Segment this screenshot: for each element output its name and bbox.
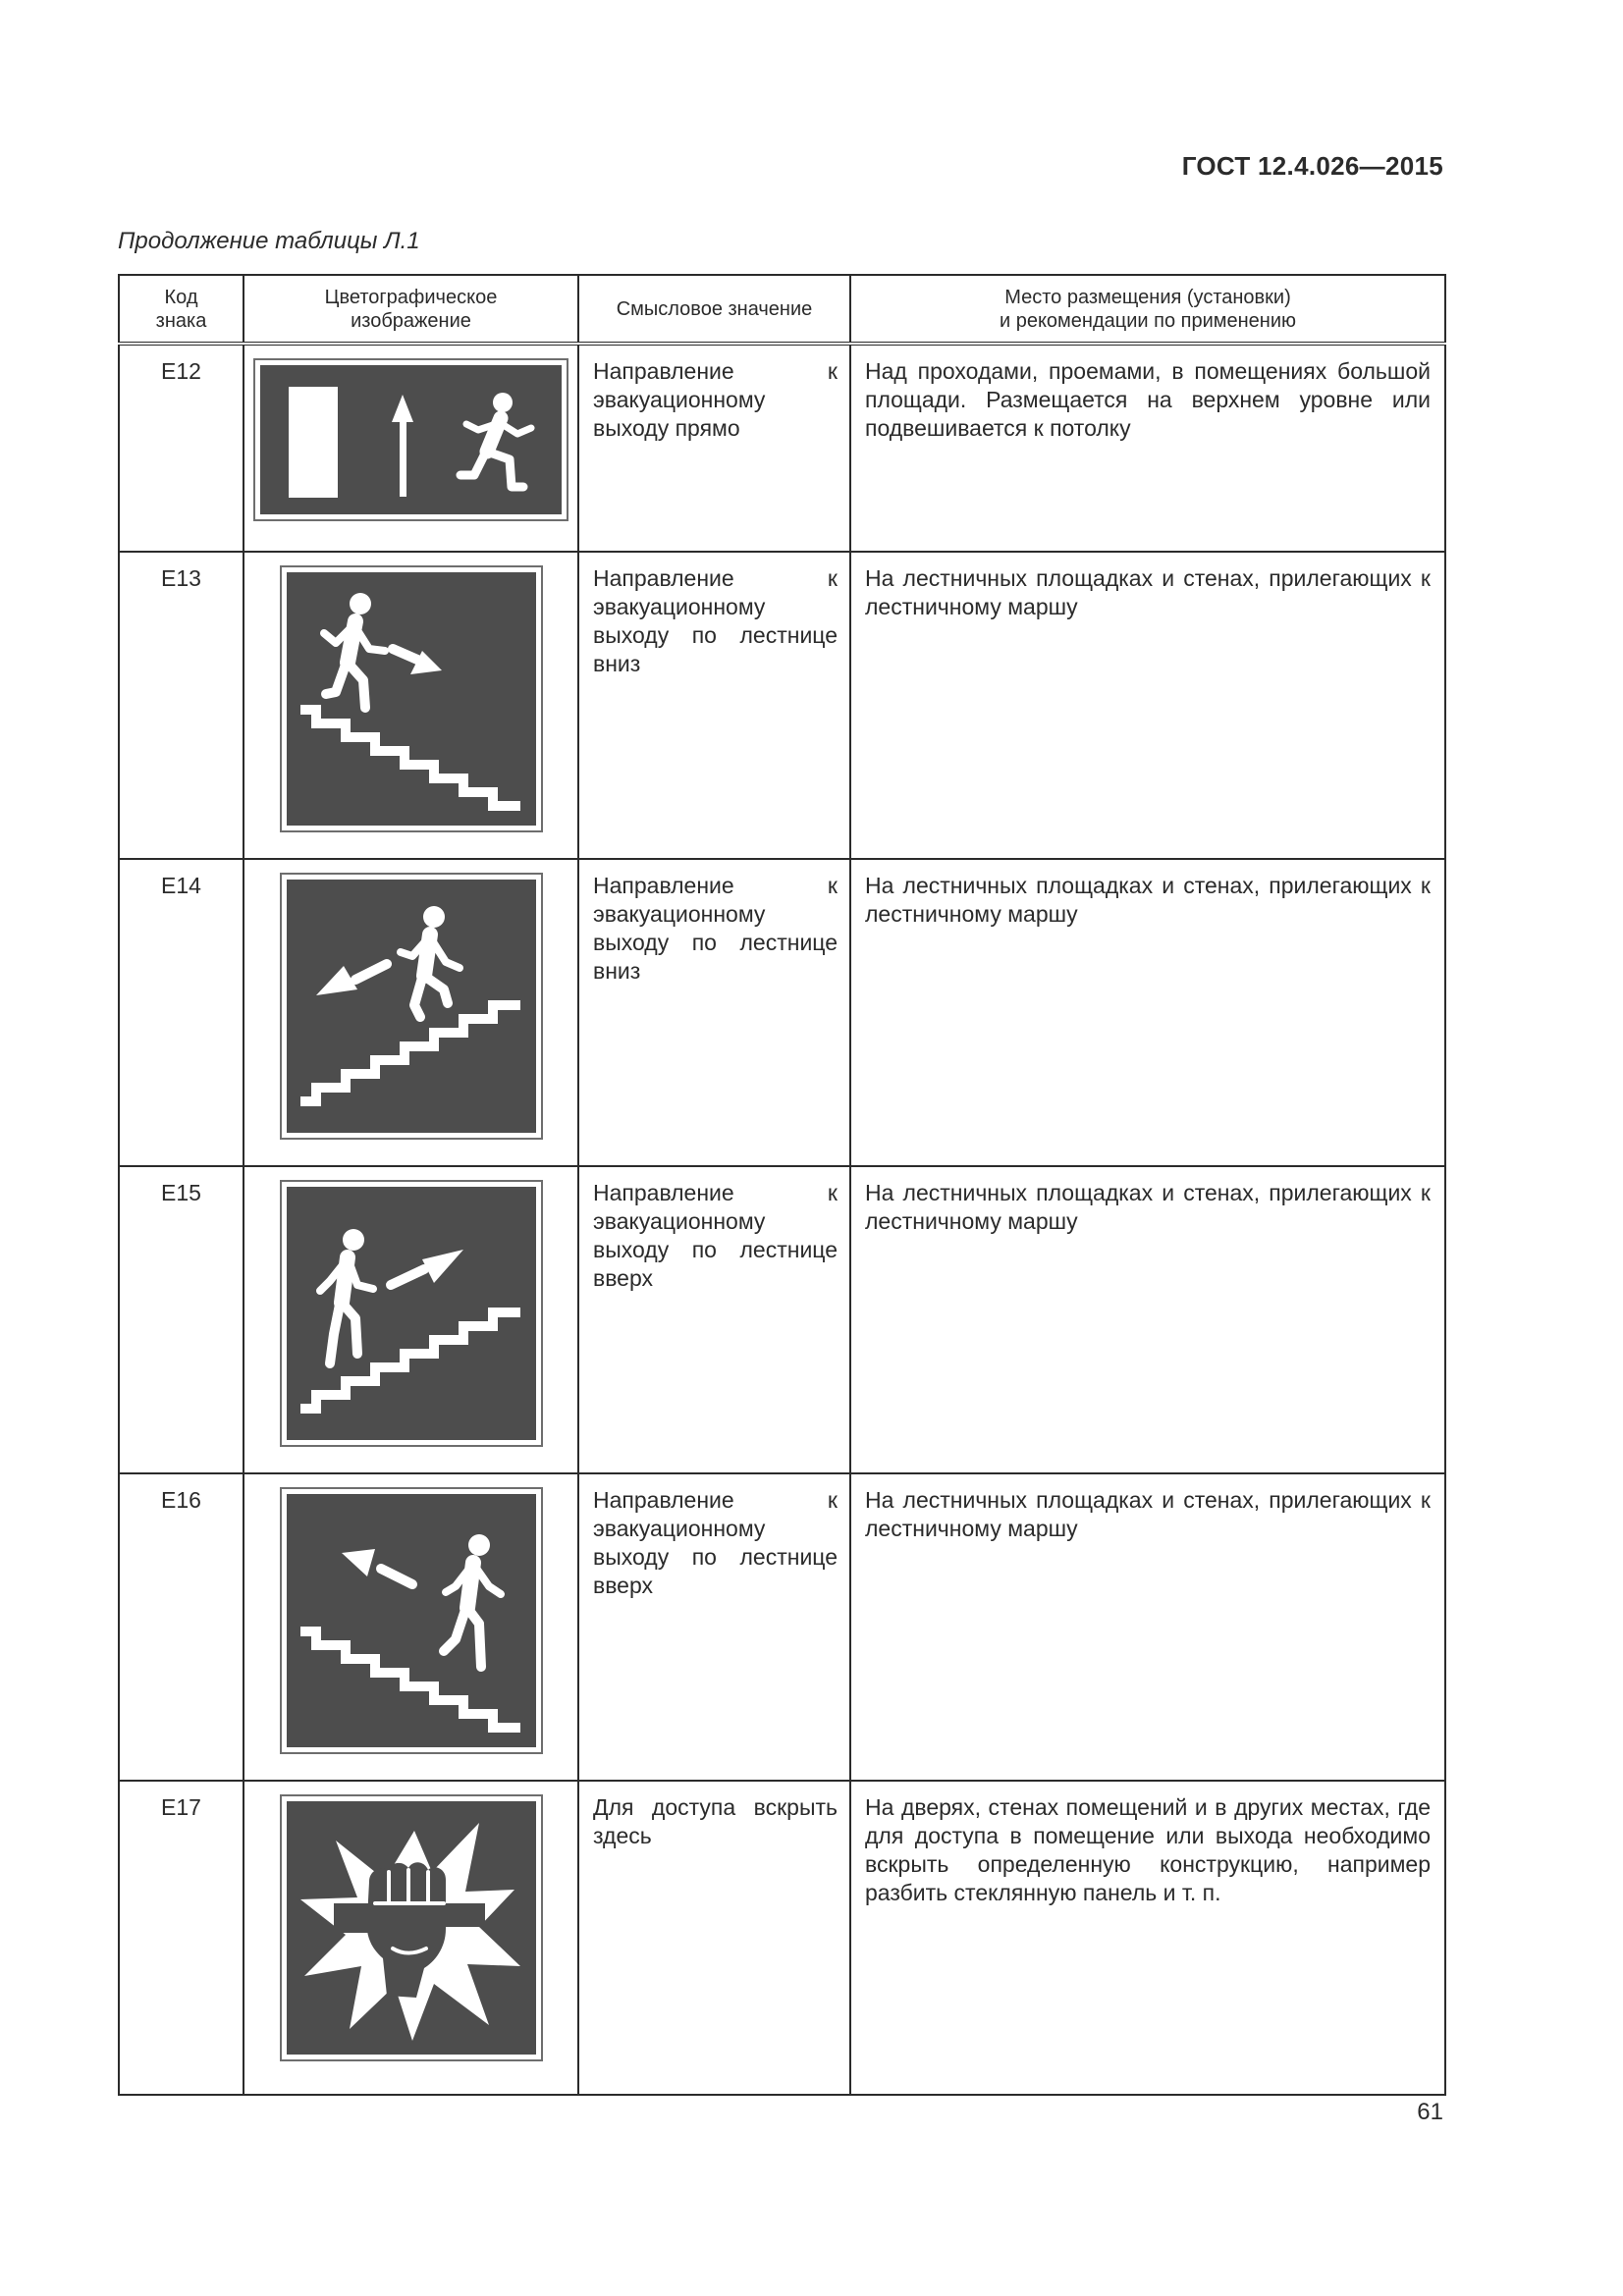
table-row [119, 1473, 1445, 1781]
sign-code: E15 [119, 1166, 243, 1473]
header-placement: Место размещения (установки) и рекомендации по применению [850, 275, 1445, 344]
table-header-row [119, 275, 1445, 344]
exit-stairs-up-right-sign-icon [280, 1180, 543, 1447]
document-code: ГОСТ 12.4.026—2015 [1181, 151, 1443, 181]
sign-placement: На дверях, стенах помещений и в других местах, где для доступа в помещение или выхода необходимо вскрыть определенную конструкцию, например разбить стеклянную панель и т. п. [850, 1781, 1445, 2095]
sign-placement: На лестничных площадках и стенах, прилегающих к лестничному маршу [850, 859, 1445, 1166]
sign-code: E17 [119, 1781, 243, 2095]
sign-placement: На лестничных площадках и стенах, прилегающих к лестничному маршу [850, 1166, 1445, 1473]
sign-placement: На лестничных площадках и стенах, прилегающих к лестничному маршу [850, 552, 1445, 859]
sign-meaning: Направление к эвакуационному выходу по лестнице вниз [578, 859, 850, 1166]
break-to-access-sign-icon [280, 1794, 543, 2061]
sign-placement: Над проходами, проемами, в помещениях большой площади. Размещается на верхнем уровне или подвешивается к потолку [850, 344, 1445, 552]
table-row [119, 1166, 1445, 1473]
table-row [119, 552, 1445, 859]
sign-code: E16 [119, 1473, 243, 1781]
signs-table [118, 274, 1446, 2096]
sign-code: E14 [119, 859, 243, 1166]
sign-meaning: Направление к эвакуационному выходу по лестнице вверх [578, 1473, 850, 1781]
sign-meaning: Для доступа вскрыть здесь [578, 1781, 850, 2095]
table-caption: Продолжение таблицы Л.1 [118, 228, 420, 254]
table-row [119, 1781, 1445, 2095]
page-number: 61 [1417, 2099, 1443, 2125]
exit-straight-sign-icon [253, 358, 568, 521]
sign-placement: На лестничных площадках и стенах, прилегающих к лестничному маршу [850, 1473, 1445, 1781]
header-image: Цветографическое изображение [243, 275, 578, 344]
exit-stairs-up-left-sign-icon [280, 1487, 543, 1754]
exit-stairs-down-left-sign-icon [280, 873, 543, 1140]
sign-code: E13 [119, 552, 243, 859]
table-row [119, 859, 1445, 1166]
sign-meaning: Направление к эвакуационному выходу прямо [578, 344, 850, 552]
table-row [119, 344, 1445, 552]
sign-code: E12 [119, 344, 243, 552]
header-meaning: Смысловое значение [578, 275, 850, 344]
exit-stairs-down-right-sign-icon [280, 565, 543, 832]
header-code: Код знака [119, 275, 243, 344]
sign-meaning: Направление к эвакуационному выходу по лестнице вверх [578, 1166, 850, 1473]
sign-meaning: Направление к эвакуационному выходу по лестнице вниз [578, 552, 850, 859]
